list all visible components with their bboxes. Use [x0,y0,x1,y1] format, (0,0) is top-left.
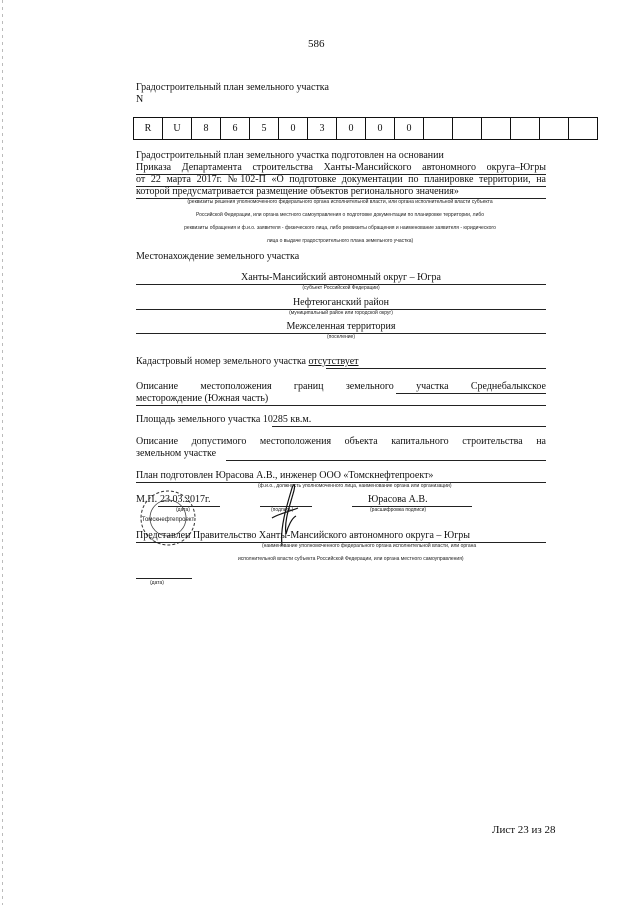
plan-number-cell: 8 [192,118,221,140]
plan-number-cell: 0 [395,118,424,140]
plan-number-cell [569,118,598,140]
plan-number-cell: 0 [337,118,366,140]
mp-label: М.П. [136,494,158,505]
location-subject: Ханты-Мансийский автономный округ – Югра [241,272,441,283]
plan-number-cell: 5 [250,118,279,140]
basis-line-2: Приказа Департамента строительства Ханты-Мансийского автономного округа–Югры [136,162,546,173]
stamp-text: Томскнефтепроект [141,517,195,523]
number-label: N [136,94,144,105]
allowed-location-line-2: земельном участке [136,448,217,459]
submitted-caption-1: (наименование уполномоченного федерального органа исполнительной власти, или органа [262,543,477,549]
submitted-label: Представлен [136,530,191,541]
location-label: Местонахождение земельного участка [136,251,300,262]
plan-number-cell [453,118,482,140]
plan-number-grid [133,117,598,140]
plan-number-cell: R [134,118,163,140]
basis-caption-4: лица о выдаче градостроительного плана земельного участка) [266,238,414,244]
location-district-caption: (муниципальный район или городской округ) [289,310,393,316]
plan-number-cell: 6 [221,118,250,140]
submitted-caption-2: исполнительной власти субъекта Российской Федерации, или органа местного самоуправления) [238,556,464,562]
prepared-value: Юрасова А.В., инженер ООО «Томскнефтепроект» [215,470,434,481]
date-caption: (дата) [176,507,190,513]
plan-number-cell: 0 [279,118,308,140]
basis-line-4: которой предусматривается размещение объектов регионального значения» [136,186,459,197]
signer-name-caption: (расшифровка подписи) [370,507,427,513]
location-district: Нефтеюганский район [292,297,390,308]
cadastral-label: Кадастровый номер земельного участка [136,356,306,367]
area [136,414,311,426]
cadastral-number [136,356,359,368]
allowed-location-line-1: Описание допустимого местоположения объекта капитального строительства на [136,436,546,447]
prepared-caption: (ф.и.о., должность уполномоченного лица, наименование органа или организации) [258,483,452,489]
document-title: Градостроительный план земельного участка [136,82,329,93]
basis-caption-2: Российской Федерации, или органа местного самоуправления о подготовке документации по планировке территории, либо [195,212,485,218]
submitted-value: Правительство Ханты-Мансийского автономного округа – Югры [192,530,471,541]
cadastral-value: отсутствует [308,356,359,367]
location-settlement: Межселенная территория [286,321,396,332]
boundaries-line-1: Описание местоположения границ земельного участка Среднебалыкское [136,381,546,392]
scan-edge [2,0,3,905]
plan-number-cell: 0 [366,118,395,140]
location-settlement-caption: (поселение) [327,334,355,340]
plan-number-cell [482,118,511,140]
submitted-date-caption: (дата) [150,580,164,586]
boundaries-line-2: месторождение (Южная часть) [136,393,269,404]
plan-number-cell [424,118,453,140]
signature-date: 23.03.2017г. [160,494,211,505]
basis-caption-1: (реквизиты решения уполномоченного федерального органа исполнительной власти, или органа исполнительной власти субъекта [187,199,493,205]
plan-number-cell [511,118,540,140]
basis-line-3: от 22 марта 2017г. №102-П «О подготовке документации по планировке территории, на [136,174,546,185]
signature-caption: (подпись) [271,507,294,513]
submitted-by [136,530,470,542]
location-subject-caption: (субъект Российской Федерации) [302,285,380,291]
plan-number-cell [540,118,569,140]
prepared-label: План подготовлен [136,470,213,481]
signer-name: Юрасова А.В. [368,494,428,505]
area-label: Площадь земельного участка [136,414,261,425]
sheet-number: Лист 23 из 28 [492,824,556,836]
plan-number-cell: 3 [308,118,337,140]
area-value: 10285 кв.м. [262,414,312,425]
basis-line-1: Градостроительный план земельного участка подготовлен на основании [136,150,444,161]
basis-caption-3: реквизиты обращения и ф.и.о. заявителя - физического лица, либо реквизиты обращения и наименование заявителя - юридического [184,225,496,231]
page-number: 586 [308,38,325,50]
plan-number-cell: U [163,118,192,140]
